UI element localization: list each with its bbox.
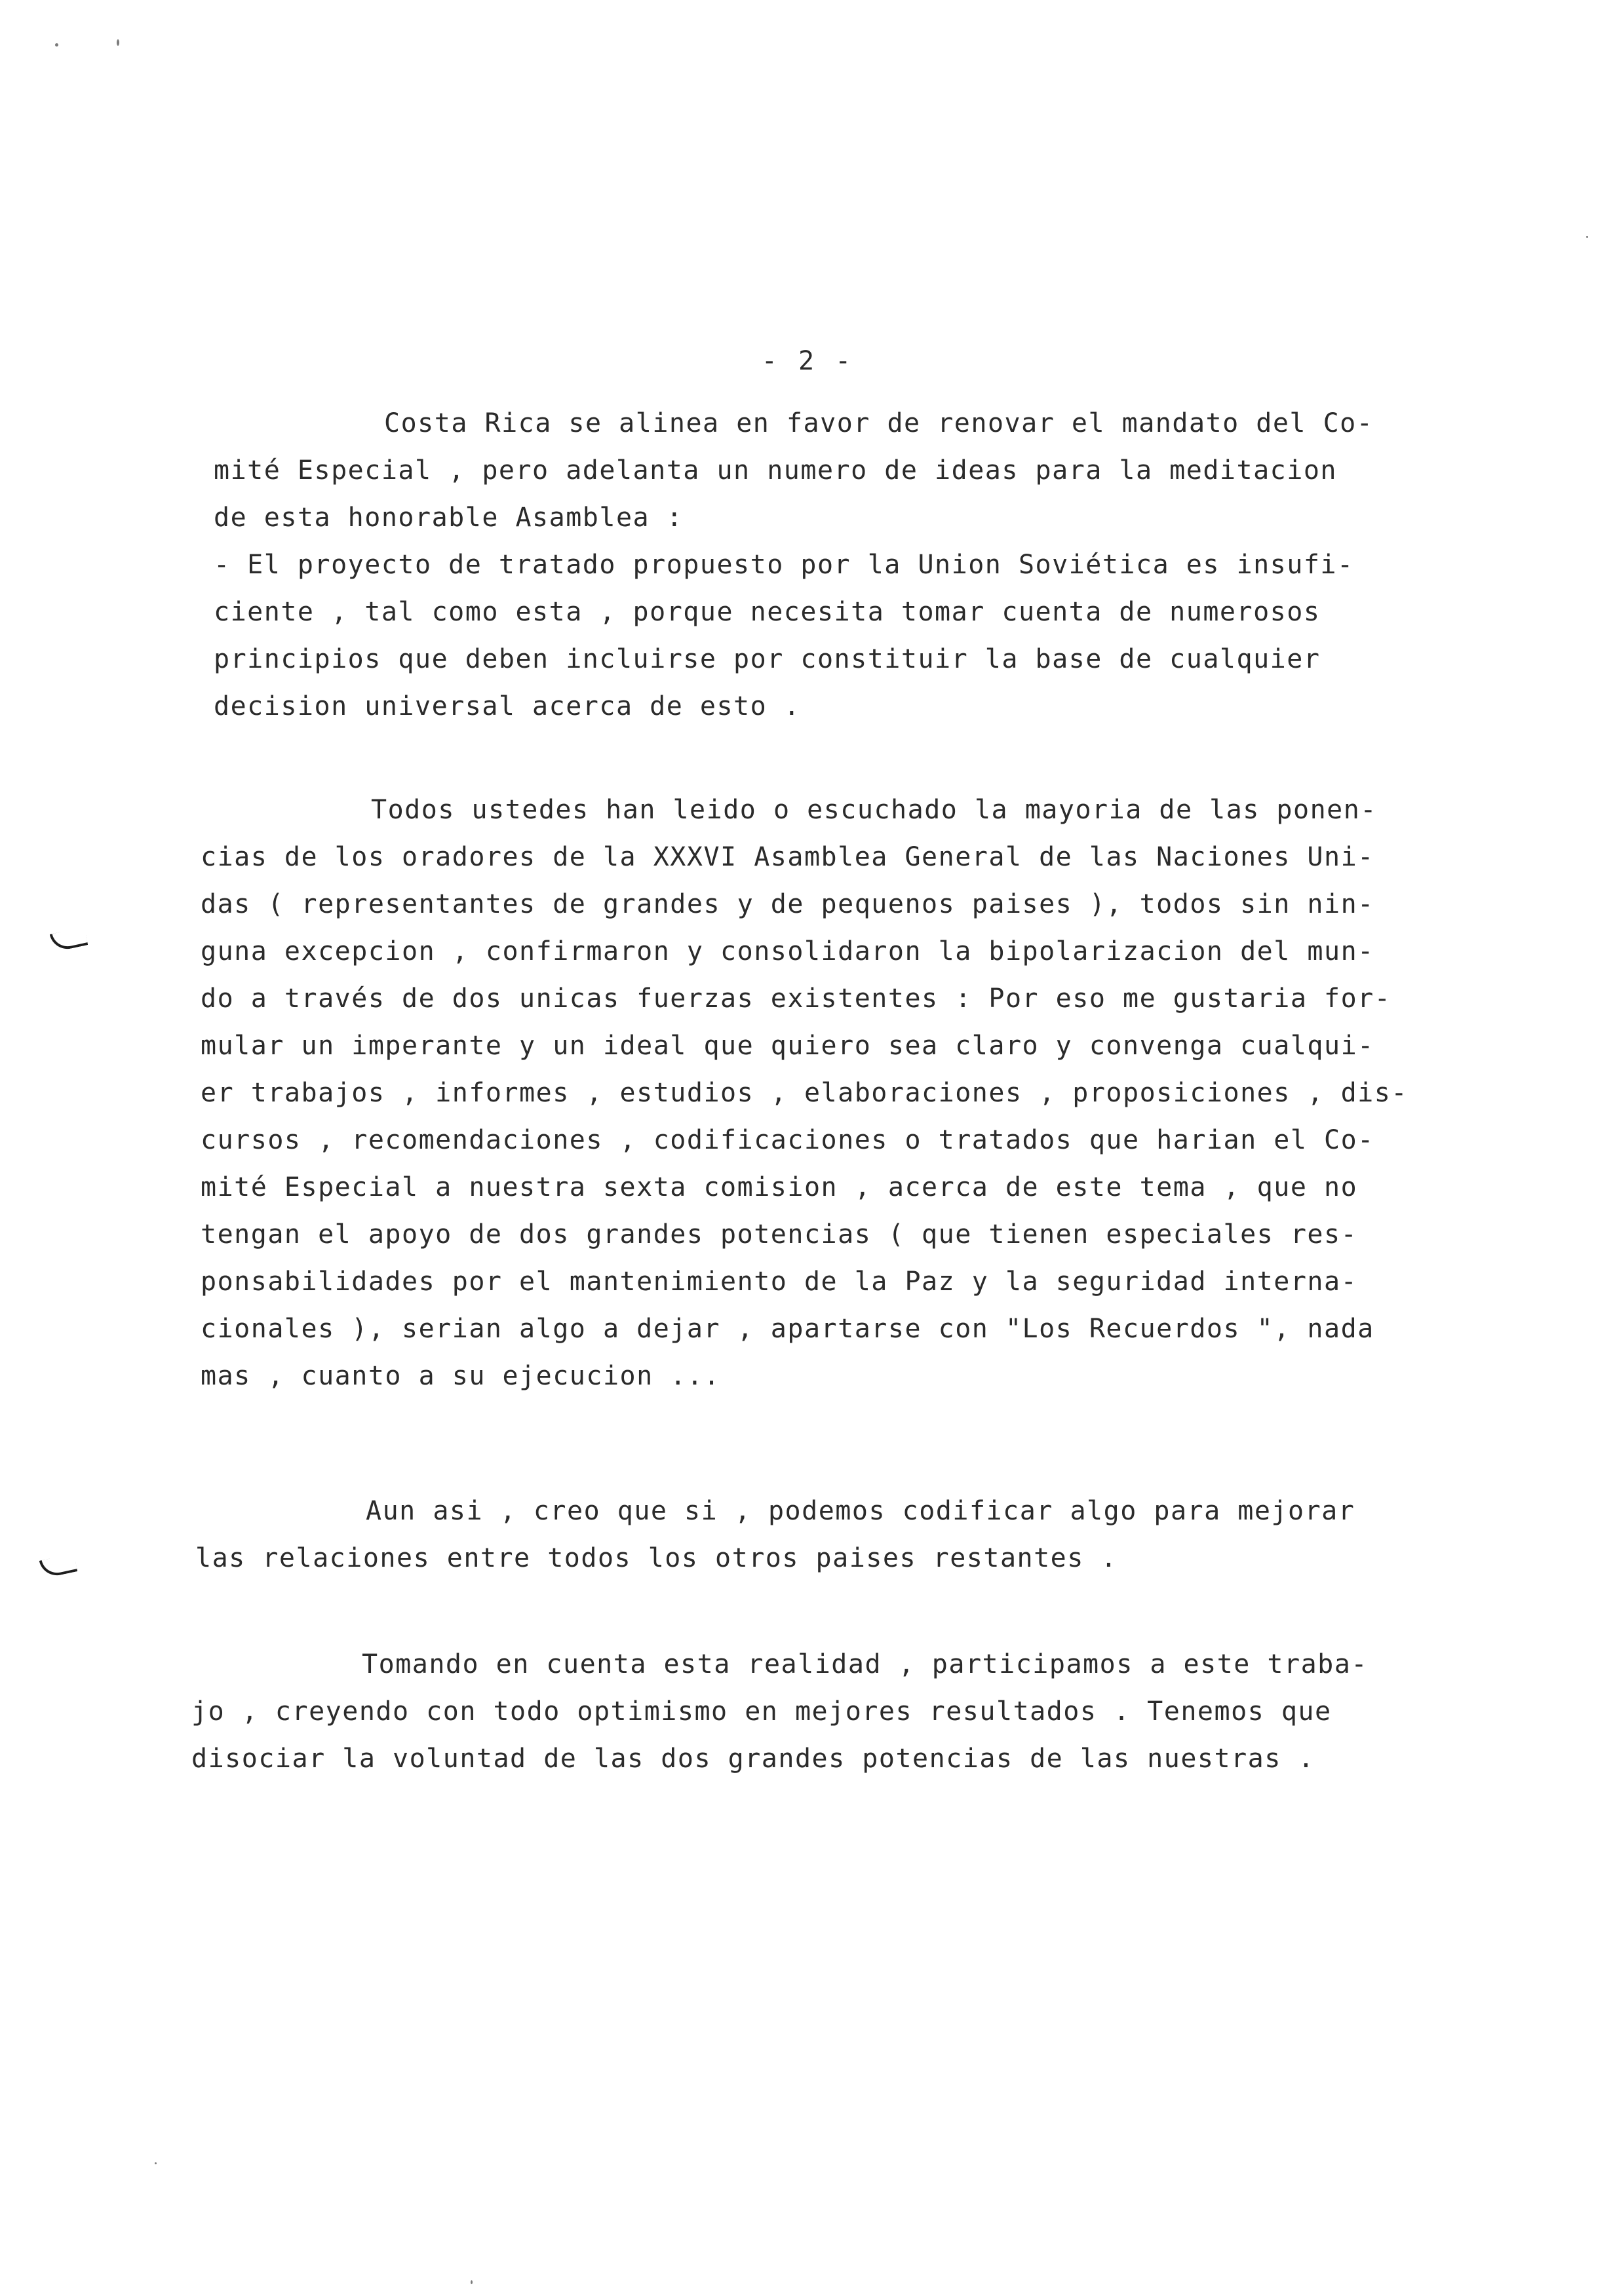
text-line: mité Especial , pero adelanta un numero de ideas para la meditacion: [214, 455, 1337, 486]
text-line: de esta honorable Asamblea :: [214, 503, 684, 533]
text-line: principios que deben incluirse por constituir la base de cualquier: [214, 644, 1321, 674]
text-line: mas , cuanto a su ejecucion ...: [201, 1361, 721, 1391]
text-line: do a través de dos unicas fuerzas existentes : Por eso me gustaria for-: [201, 984, 1391, 1014]
text-line: las relaciones entre todos los otros paises restantes .: [195, 1543, 1118, 1573]
margin-mark: [50, 927, 88, 953]
text-line: guna excepcion , confirmaron y consolidaron la bipolarizacion del mun-: [201, 936, 1374, 966]
text-line: Costa Rica se alinea en favor de renovar el mandato del Co-: [384, 408, 1374, 438]
scan-speck: [1586, 236, 1588, 238]
text-line: Aun asi , creo que si , podemos codificar algo para mejorar: [366, 1496, 1355, 1526]
text-line: er trabajos , informes , estudios , elaboraciones , proposiciones , dis-: [201, 1078, 1408, 1108]
margin-mark: [39, 1554, 78, 1579]
scan-speck: [55, 43, 58, 47]
paragraph-2: [201, 786, 1408, 1400]
page-number: - 2 -: [761, 346, 854, 376]
paragraph-1: [214, 400, 1373, 730]
scan-speck: [471, 2280, 473, 2284]
text-line: cursos , recomendaciones , codificaciones o tratados que harian el Co-: [201, 1125, 1374, 1155]
scan-speck: [155, 2162, 157, 2164]
text-line: das ( representantes de grandes y de pequenos paises ), todos sin nin-: [201, 889, 1374, 919]
text-line: tengan el apoyo de dos grandes potencias ( que tienen especiales res-: [201, 1219, 1358, 1250]
text-line: disociar la voluntad de las dos grandes potencias de las nuestras .: [191, 1744, 1315, 1774]
text-line: - El proyecto de tratado propuesto por la Union Soviética es insufi-: [214, 550, 1354, 580]
paragraph-4: [191, 1641, 1368, 1782]
text-line: mité Especial a nuestra sexta comision , acerca de este tema , que no: [201, 1172, 1358, 1202]
scan-speck: [117, 39, 119, 46]
text-line: cias de los oradores de la XXXVI Asamblea General de las Naciones Uni-: [201, 842, 1374, 872]
text-line: ponsabilidades por el mantenimiento de la Paz y la seguridad interna-: [201, 1267, 1358, 1297]
text-line: jo , creyendo con todo optimismo en mejores resultados . Tenemos que: [191, 1696, 1332, 1727]
paragraph-3: [195, 1487, 1355, 1582]
text-line: cionales ), serian algo a dejar , apartarse con "Los Recuerdos ", nada: [201, 1314, 1374, 1344]
text-line: decision universal acerca de esto .: [214, 691, 801, 721]
text-line: ciente , tal como esta , porque necesita tomar cuenta de numerosos: [214, 597, 1321, 627]
text-line: mular un imperante y un ideal que quiero sea claro y convenga cualqui-: [201, 1031, 1374, 1061]
text-line: Todos ustedes han leido o escuchado la mayoria de las ponen-: [371, 795, 1377, 825]
text-line: Tomando en cuenta esta realidad , participamos a este traba-: [362, 1649, 1368, 1679]
